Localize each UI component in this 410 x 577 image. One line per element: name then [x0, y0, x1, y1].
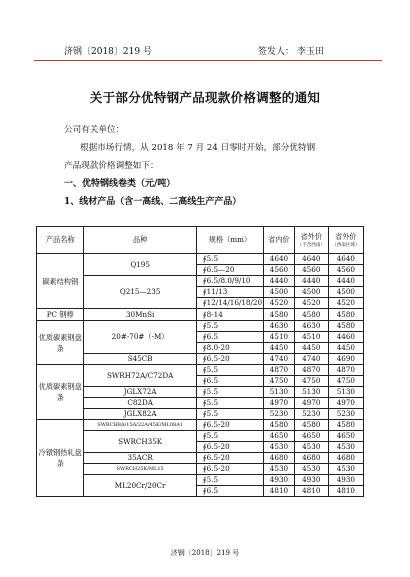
signer: 签发人： 李玉田 — [258, 47, 324, 57]
spec-cell: ∮6.5 — [196, 376, 263, 387]
southwest-price-cell: 4560 — [328, 265, 363, 276]
header-divider — [34, 60, 382, 61]
section-heading: 一、优特钢线卷类（元/吨） — [64, 179, 176, 189]
outside-price-cell: 4510 — [294, 332, 328, 343]
header-outside-price — [294, 227, 328, 254]
southwest-price-cell: 4530 — [328, 464, 363, 475]
southwest-price-cell: 4520 — [328, 298, 363, 309]
outside-price-cell: 4970 — [294, 398, 328, 409]
spec-cell: ∮6.5 — [196, 486, 263, 497]
domestic-price-cell: 4870 — [264, 365, 295, 376]
outside-price-cell: 5230 — [294, 409, 328, 420]
product-category-cell: 优质碳素钢盘条 — [37, 365, 84, 420]
outside-price-cell: 4750 — [294, 376, 328, 387]
variety-cell: SWRH72A/C72DA — [84, 365, 196, 387]
southwest-price-cell: 4930 — [328, 475, 363, 486]
southwest-price-cell: 4450 — [328, 343, 363, 354]
spec-cell: ∮5.5 — [196, 475, 263, 486]
spec-cell: ∮5.5 — [196, 387, 263, 398]
southwest-price-cell: 4530 — [328, 442, 363, 453]
domestic-price-cell: 4530 — [264, 442, 295, 453]
table-row — [37, 321, 364, 332]
body-paragraph-line-2: 产品现款价格调整如下： — [64, 161, 159, 171]
outside-price-cell: 4450 — [294, 343, 328, 354]
southwest-price-cell: 4810 — [328, 486, 363, 497]
variety-cell: Q195 — [84, 254, 196, 276]
spec-cell: ∮5.5 — [196, 398, 263, 409]
spec-cell: ∮6.5—20 — [196, 265, 263, 276]
outside-price-cell: 4810 — [294, 486, 328, 497]
variety-cell: SWRCH25K/ML15 — [84, 464, 196, 475]
table-row — [37, 453, 364, 464]
spec-cell: ∮6.5-20 — [196, 420, 263, 431]
southwest-price-cell: 4580 — [328, 321, 363, 332]
southwest-price-cell: 4970 — [328, 398, 363, 409]
variety-cell: 30MnSi — [84, 309, 196, 321]
spec-cell: ∮8.0-20 — [196, 343, 263, 354]
domestic-price-cell: 4750 — [264, 376, 295, 387]
table-header-row — [37, 227, 364, 254]
southwest-price-cell: 4440 — [328, 276, 363, 287]
body-paragraph-line-1: 根据市场行情，从 2018 年 7 月 24 日零时开始，部分优特钢 — [80, 143, 316, 153]
variety-cell: JGLX82A — [84, 409, 196, 420]
header-spec: 规格（mm） — [196, 227, 263, 254]
spec-cell: ∮5.5 — [196, 321, 263, 332]
price-table — [36, 226, 364, 497]
domestic-price-cell: 4440 — [264, 276, 295, 287]
southwest-price-cell: 4750 — [328, 376, 363, 387]
spec-cell: ∮6.5-20 — [196, 464, 263, 475]
table-row — [37, 475, 364, 486]
southwest-price-cell: 4580 — [328, 420, 363, 431]
domestic-price-cell: 4450 — [264, 343, 295, 354]
southwest-price-cell: 4650 — [328, 431, 363, 442]
domestic-price-cell: 4530 — [264, 464, 295, 475]
header-outside-note: （不含西南） — [297, 242, 326, 248]
outside-price-cell: 5130 — [294, 387, 328, 398]
southwest-price-cell: 4870 — [328, 365, 363, 376]
product-category-cell: 优质碳素钢盘条 — [37, 321, 84, 365]
outside-price-cell: 4630 — [294, 321, 328, 332]
footer-document-number: 济钢〔2018〕219 号 — [170, 549, 240, 557]
notice-title: 关于部分优特钢产品现款价格调整的通知 — [89, 90, 321, 105]
domestic-price-cell: 4640 — [264, 254, 295, 265]
domestic-price-cell: 4930 — [264, 475, 295, 486]
variety-cell: S45CB — [84, 354, 196, 365]
southwest-price-cell: 5230 — [328, 409, 363, 420]
variety-cell: 35ACR — [84, 453, 196, 464]
header-outside-label: 省外价 — [300, 231, 323, 241]
spec-cell: ∮5.5 — [196, 409, 263, 420]
southwest-price-cell: 4500 — [328, 287, 363, 298]
variety-cell: 20#-70#（-M） — [84, 321, 196, 354]
table-row — [37, 398, 364, 409]
spec-cell: ∮6.5-20 — [196, 442, 263, 453]
spec-cell: ∮8-14 — [196, 309, 263, 321]
table-body — [37, 254, 364, 497]
table-row — [37, 254, 364, 265]
outside-price-cell: 4680 — [294, 453, 328, 464]
domestic-price-cell: 4510 — [264, 332, 295, 343]
spec-cell: ∮6.5 — [196, 332, 263, 343]
variety-cell: SWRCH8A/15A/22A/45K/ML08A1 — [84, 420, 196, 431]
table-row — [37, 354, 364, 365]
header-product-name: 产品名称 — [37, 227, 84, 254]
outside-price-cell: 4440 — [294, 276, 328, 287]
southwest-price-cell: 5130 — [328, 387, 363, 398]
southwest-price-cell: 4680 — [328, 453, 363, 464]
spec-cell: ∮12/14/16/18/20 — [196, 298, 263, 309]
domestic-price-cell: 4580 — [264, 420, 295, 431]
outside-price-cell: 4530 — [294, 464, 328, 475]
document-number: 济钢〔2018〕219 号 — [64, 47, 152, 57]
southwest-price-cell: 4690 — [328, 354, 363, 365]
domestic-price-cell: 4630 — [264, 321, 295, 332]
domestic-price-cell: 4970 — [264, 398, 295, 409]
table-row — [37, 365, 364, 376]
domestic-price-cell: 4680 — [264, 453, 295, 464]
domestic-price-cell: 4810 — [264, 486, 295, 497]
table-row — [37, 420, 364, 431]
domestic-price-cell: 4580 — [264, 309, 295, 321]
table-row — [37, 309, 364, 321]
variety-cell: ML20Cr/20Cr — [84, 475, 196, 497]
spec-cell: ∮11/13 — [196, 287, 263, 298]
outside-price-cell: 4500 — [294, 287, 328, 298]
product-category-cell: 碳素结构钢 — [37, 254, 84, 309]
spec-cell: ∮5.5 — [196, 365, 263, 376]
outside-price-cell: 4520 — [294, 298, 328, 309]
variety-cell: Q215—235 — [84, 276, 196, 309]
product-category-cell: 冷镦钢热轧盘条 — [37, 420, 84, 497]
subsection-heading: 1、线材产品（含一高线、二高线生产产品） — [64, 197, 242, 207]
domestic-price-cell: 4560 — [264, 265, 295, 276]
domestic-price-cell: 5130 — [264, 387, 295, 398]
table-row — [37, 431, 364, 442]
domestic-price-cell: 4520 — [264, 298, 295, 309]
table-row — [37, 464, 364, 475]
variety-cell: C82DA — [84, 398, 196, 409]
domestic-price-cell: 4500 — [264, 287, 295, 298]
southwest-price-cell: 4580 — [328, 309, 363, 321]
variety-cell: SWRCH35K — [84, 431, 196, 453]
outside-price-cell: 4560 — [294, 265, 328, 276]
domestic-price-cell: 5230 — [264, 409, 295, 420]
outside-price-cell: 4640 — [294, 254, 328, 265]
outside-price-cell: 4530 — [294, 442, 328, 453]
spec-cell: ∮5.5 — [196, 431, 263, 442]
product-category-cell: PC 钢棒 — [37, 309, 84, 321]
header-domestic-price: 省内价 — [264, 227, 295, 254]
header-southwest-note: （西南区域） — [332, 242, 360, 248]
table-row — [37, 409, 364, 420]
salutation: 公司有关单位： — [64, 125, 125, 135]
southwest-price-cell: 4460 — [328, 332, 363, 343]
spec-cell: ∮6.5-20 — [196, 453, 263, 464]
outside-price-cell: 4650 — [294, 431, 328, 442]
outside-price-cell: 4870 — [294, 365, 328, 376]
outside-price-cell: 4580 — [294, 309, 328, 321]
header-southwest-label: 省外价 — [335, 231, 357, 241]
variety-cell: JGLX72A — [84, 387, 196, 398]
outside-price-cell: 4740 — [294, 354, 328, 365]
domestic-price-cell: 4650 — [264, 431, 295, 442]
spec-cell: ∮5.5 — [196, 254, 263, 265]
domestic-price-cell: 4740 — [264, 354, 295, 365]
outside-price-cell: 4930 — [294, 475, 328, 486]
table-row — [37, 276, 364, 287]
outside-price-cell: 4580 — [294, 420, 328, 431]
table-row — [37, 387, 364, 398]
spec-cell: ∮6.5/8.0/9/10 — [196, 276, 263, 287]
southwest-price-cell: 4640 — [328, 254, 363, 265]
header-southwest-price — [328, 227, 363, 254]
spec-cell: ∮6.5-20 — [196, 354, 263, 365]
header-variety: 品种 — [84, 227, 196, 254]
